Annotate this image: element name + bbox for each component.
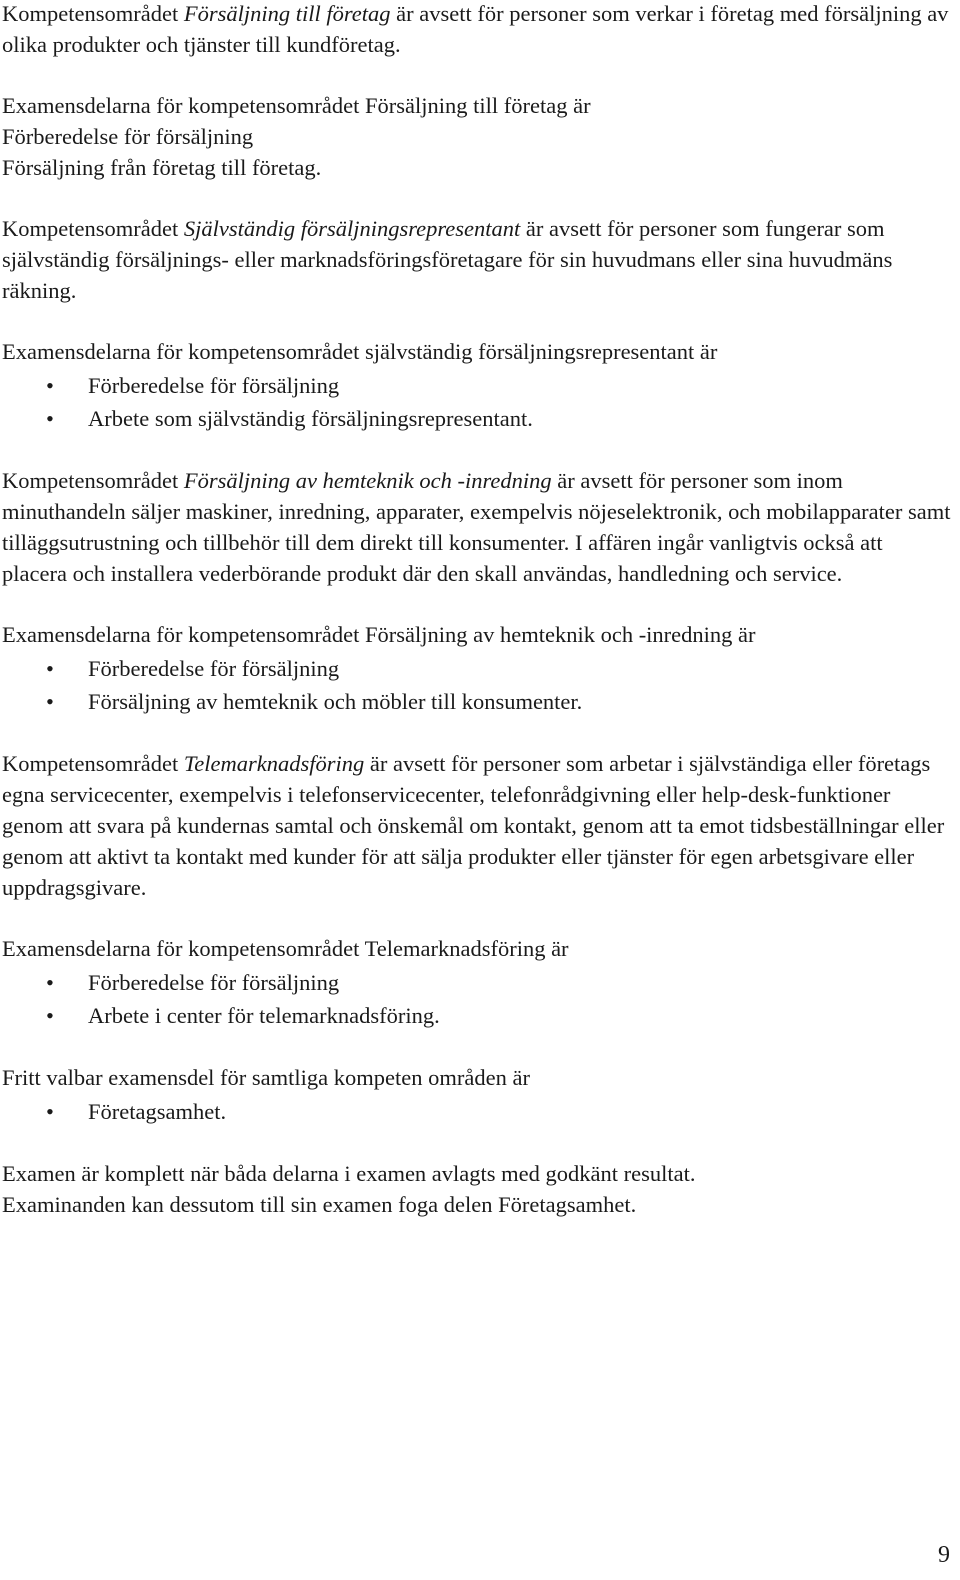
exam-part-line: Försäljning från företag till företag. <box>2 155 322 180</box>
list-item: • Företagsamhet. <box>2 1095 952 1128</box>
section-intro-forsaljning-av-hemteknik: Kompetensområdet Försäljning av hemteknik och -inredning är avsett för personer som inom minuthandeln säljer maskiner, inredning, apparater, exempelvis nöjeselektronik, och mobilapparater samt tilläggsutrustning och tillbehör till dem direkt till konsumenter. I affären ingår vanligtvis också att placera och installera vederbörande produkt där den skall användas, handledning och service. <box>2 468 951 586</box>
bullet-icon: • <box>46 373 54 398</box>
closing-line: Examinanden kan dessutom till sin examen foga delen Företagsamhet. <box>2 1192 637 1217</box>
bullet-icon: • <box>46 1099 54 1124</box>
list-item: • Arbete som självständig försäljningsrepresentant. <box>2 402 952 435</box>
section-intro-sjalvstandig-forsaljningsrepresentant: Kompetensområdet Självständig försäljningsrepresentant är avsett för personer som fungerar som självständig försäljnings- eller marknadsföringsföretagare för sin huvudmans eller sina huvudmäns räkning. <box>2 216 893 303</box>
list-item: • Förberedelse för försäljning <box>2 369 952 402</box>
exam-parts-list <box>2 369 952 435</box>
bullet-icon: • <box>46 1003 54 1028</box>
exam-heading-forsaljning-till-foretag: Examensdelarna för kompetensområdet Försäljning till företag är <box>2 93 591 118</box>
exam-parts-list <box>2 652 952 718</box>
term-forsaljning-av-hemteknik: Försäljning av hemteknik och -inredning <box>183 468 552 493</box>
optional-parts-list <box>2 1095 952 1128</box>
list-item: • Försäljning av hemteknik och möbler till konsumenter. <box>2 685 952 718</box>
bullet-icon: • <box>46 656 54 681</box>
exam-heading-forsaljning-av-hemteknik: Examensdelarna för kompetensområdet Försäljning av hemteknik och -inredning är <box>2 622 756 647</box>
page-content <box>2 0 952 1220</box>
optional-exam-heading: Fritt valbar examensdel för samtliga kompeten områden är <box>2 1065 530 1090</box>
term-telemarknadsforing: Telemarknadsföring <box>183 751 365 776</box>
exam-part-line: Förberedelse för försäljning <box>2 124 254 149</box>
page-number: 9 <box>938 1542 950 1568</box>
term-forsaljning-till-foretag: Försäljning till företag <box>183 1 391 26</box>
term-sjalvstandig-forsaljningsrepresentant: Självständig försäljningsrepresentant <box>183 216 521 241</box>
bullet-icon: • <box>46 970 54 995</box>
exam-heading-sjalvstandig-forsaljningsrepresentant: Examensdelarna för kompetensområdet självständig försäljningsrepresentant är <box>2 339 718 364</box>
list-item: • Förberedelse för försäljning <box>2 966 952 999</box>
bullet-icon: • <box>46 689 54 714</box>
exam-heading-telemarknadsforing: Examensdelarna för kompetensområdet Telemarknadsföring är <box>2 936 569 961</box>
section-intro-telemarknadsforing: Kompetensområdet Telemarknadsföring är avsett för personer som arbetar i självständiga eller företags egna servicecenter, exempelvis i telefonservicecenter, telefonrådgivning eller help-desk-funktioner genom att svara på kundernas samtal och önskemål om kontakt, genom att ta emot tidsbeställningar eller genom att aktivt ta kontakt med kunder för att sälja produkter eller tjänster för egen arbetsgivare eller uppdragsgivare. <box>2 751 945 900</box>
list-item: • Arbete i center för telemarknadsföring. <box>2 999 952 1032</box>
exam-parts-list <box>2 966 952 1032</box>
list-item: • Förberedelse för försäljning <box>2 652 952 685</box>
bullet-icon: • <box>46 406 54 431</box>
closing-line: Examen är komplett när båda delarna i examen avlagts med godkänt resultat. <box>2 1161 696 1186</box>
section-intro-forsaljning-till-foretag: Kompetensområdet Försäljning till företag är avsett för personer som verkar i företag med försäljning av olika produkter och tjänster till kundföretag. <box>2 1 949 57</box>
